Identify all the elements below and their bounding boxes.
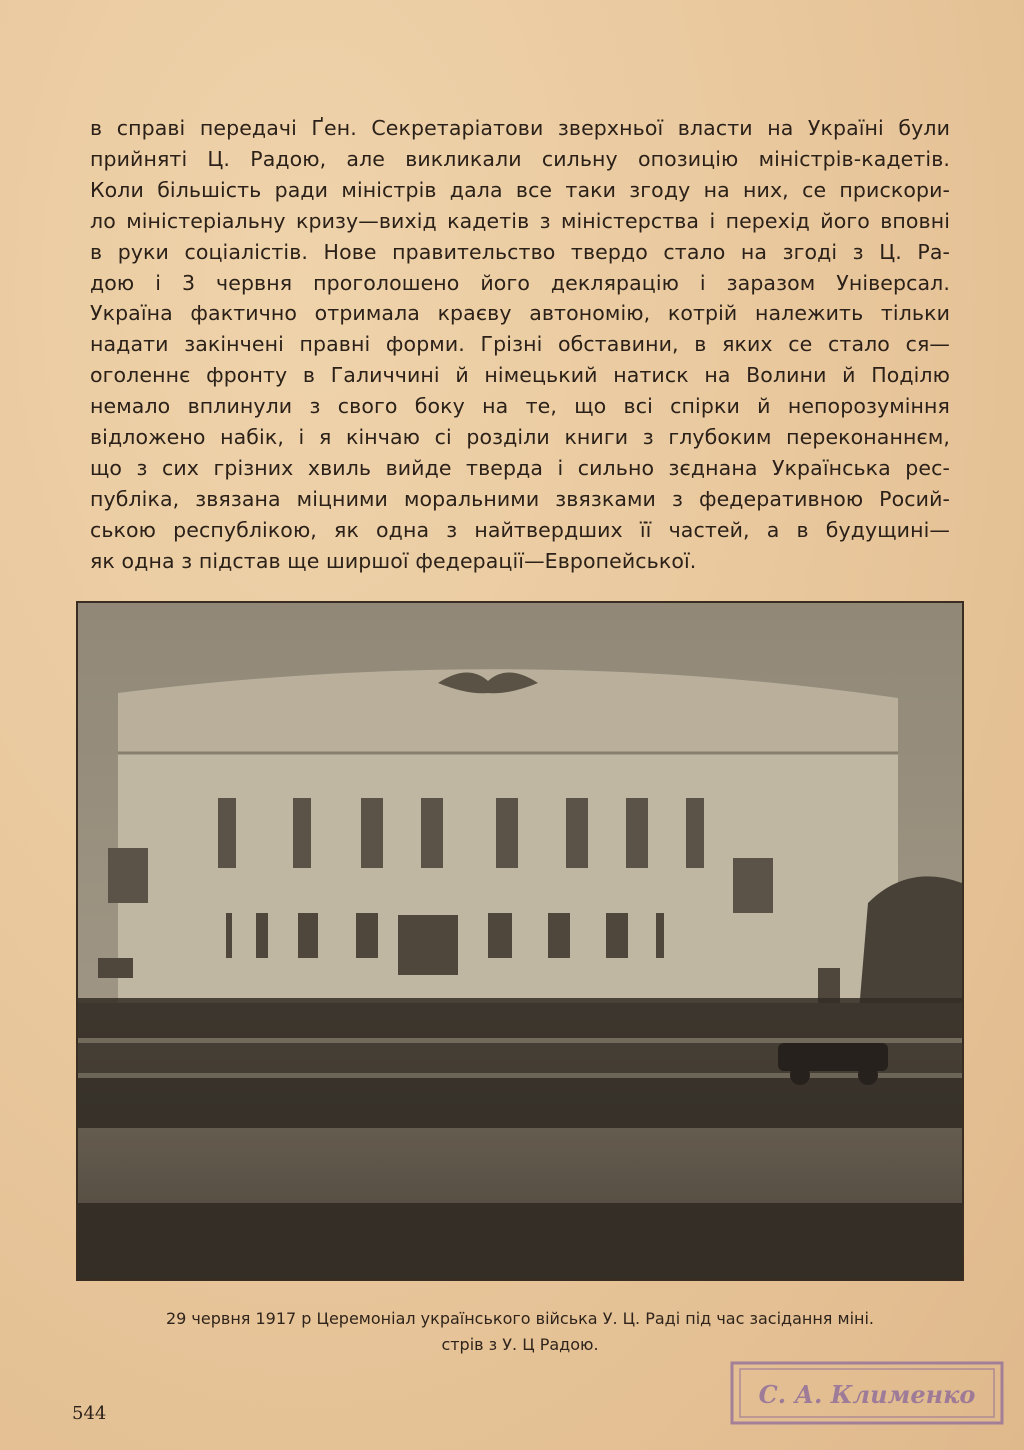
text-line: в руки соціалістів. Нове правительство твердо стало на згоді з Ц. Ра- [90,239,950,264]
text-line: публіка, звязана міцними моральними звязками з федеративною Росий- [90,486,950,511]
body-text [90,113,950,577]
text-line: ською республікою, як одна з найтвердших її частей, а в будущині— [90,517,950,542]
historical-photograph [76,601,964,1281]
text-line: оголеннє фронту в Галиччині й німецький натиск на Волини й Поділю [90,363,950,388]
stamp-icon [712,1353,1012,1433]
ownership-stamp [712,1353,1012,1433]
caption-line-1: 29 червня 1917 р Церемоніал українського війська У. Ц. Раді під час засідання міні. [165,1309,875,1328]
svg-text:С. А. Клименко: С. А. Клименко [758,1380,976,1409]
photo-caption [76,1306,964,1358]
text-line: як одна з підстав ще ширшої федерації—Европейської. [90,548,697,573]
text-line: що з сих грізних хвиль вийде тверда і сильно зєднана Українська рес- [90,455,950,480]
text-line: ло міністеріальну кризу—вихід кадетів з міністерства і перехід його вповні [90,208,950,233]
text-line: Коли більшість ради міністрів дала все таки згоду на них, се прискори- [90,177,950,202]
text-line: дою і 3 червня проголошено його деклярацію і заразом Універсал. [90,270,950,295]
photo-illustration [78,603,962,1279]
text-line: в справі передачі Ґен. Секретаріатови зверхньої власти на Україні були [90,116,950,140]
text-line: прийняті Ц. Радою, але викликали сильну опозицію міністрів-кадетів. [90,146,950,171]
text-line: немало вплинули з свого боку на те, що всі спірки й непорозуміння [90,394,950,419]
text-line: відложено набік, і я кінчаю сі розділи книги з глубоким переконаннєм, [90,425,950,450]
caption-line-2: стрів з У. Ц Радою. [441,1335,599,1354]
text-line: надати закінчені правні форми. Грізні обставини, в яких се стало ся— [90,332,950,357]
page-number: 544 [72,1403,107,1424]
text-line: Україна фактично отримала краєву автономію, котрій належить тільки [90,301,950,326]
